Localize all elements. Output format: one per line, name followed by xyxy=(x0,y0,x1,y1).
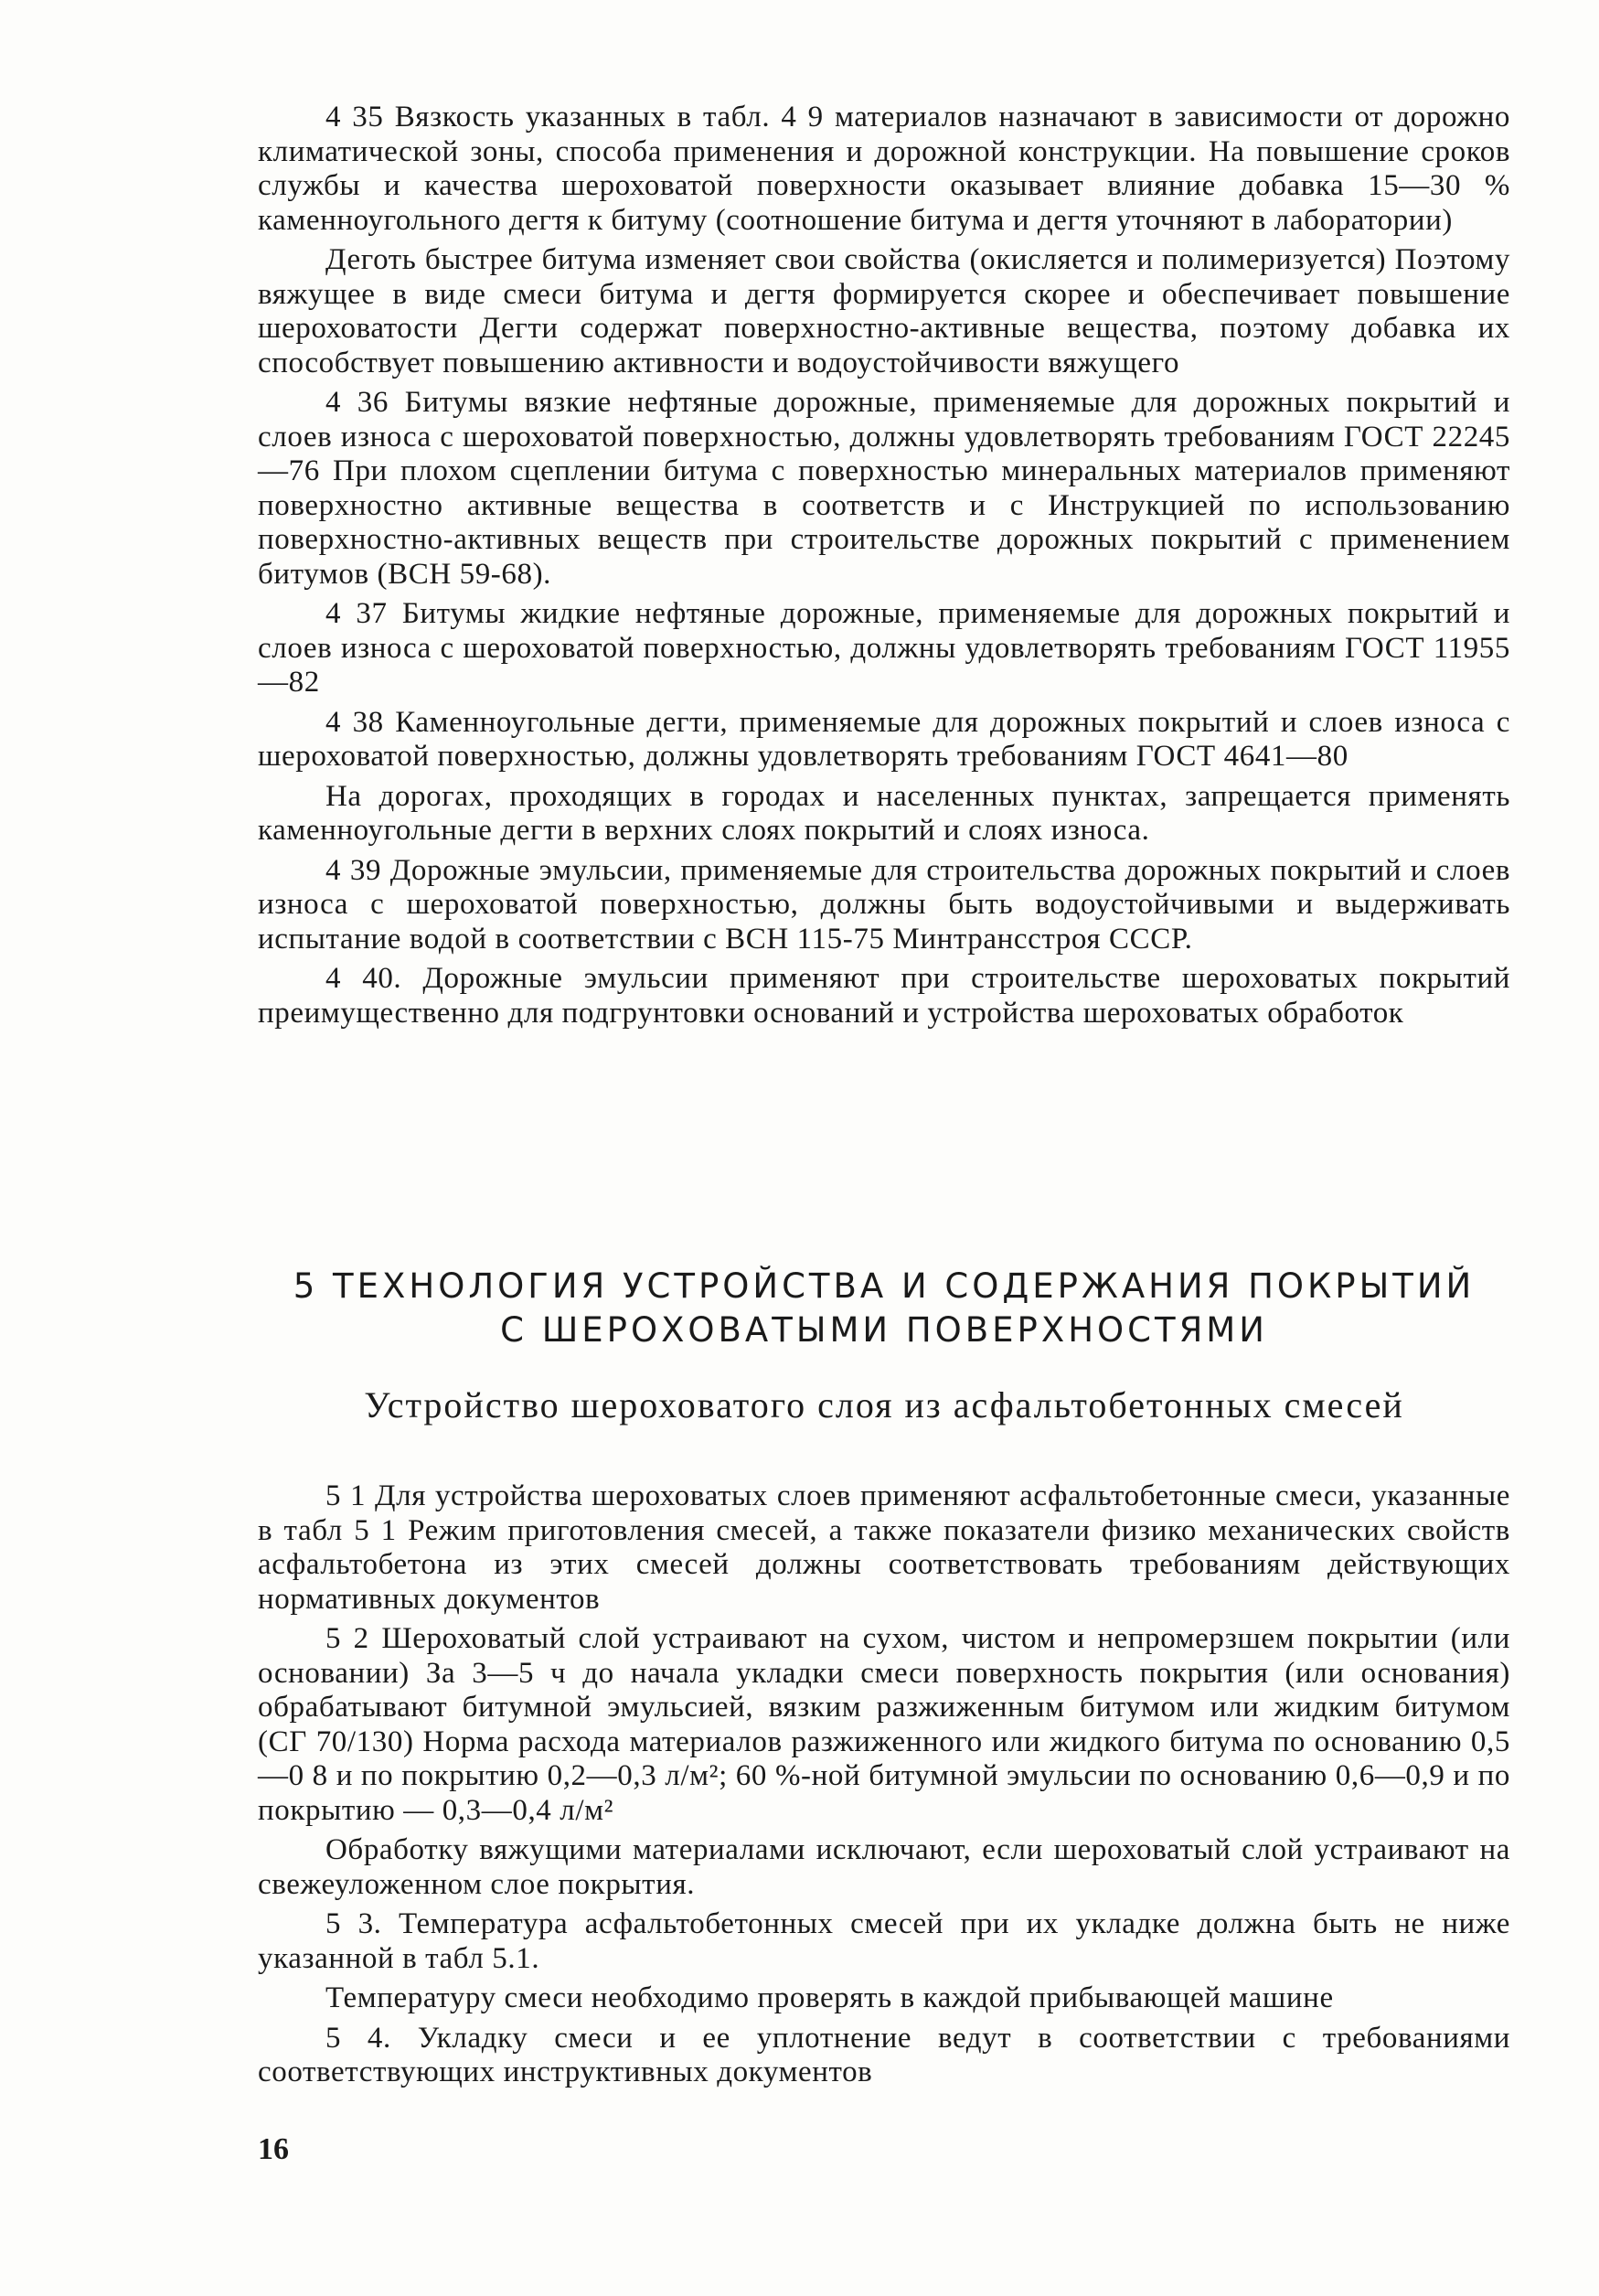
body-text-lower xyxy=(258,1479,1510,2096)
section-heading xyxy=(258,1265,1510,1352)
section-heading-line-1: 5 ТЕХНОЛОГИЯ УСТРОЙСТВА И СОДЕРЖАНИЯ ПОКРЫТИЙ xyxy=(293,1266,1476,1306)
section-heading-line-2: С ШЕРОХОВАТЫМИ ПОВЕРХНОСТЯМИ xyxy=(500,1310,1268,1350)
paragraph-4-40: 4 40. Дорожные эмульсии применяют при строительстве шероховатых покрытий преимущественно для подгрунтовки оснований и устройства шероховатых обработок xyxy=(258,962,1510,1030)
paragraph-4-35: 4 35 Вязкость указанных в табл. 4 9 материалов назначают в зависимости от дорожно климатической зоны, способа применения и дорожной конструкции. На повышение сроков службы и качества шероховатой поверхности оказывает влияние добавка 15—30 % каменноугольного дегтя к битуму (соотношение битума и дегтя уточняют в лаборатории) xyxy=(258,101,1510,237)
page-number: 16 xyxy=(258,2132,289,2166)
paragraph-4-37: 4 37 Битумы жидкие нефтяные дорожные, применяемые для дорожных покрытий и слоев износа с шероховатой поверхностью, должны удовлетворять требованиям ГОСТ 11955—82 xyxy=(258,597,1510,699)
paragraph-temperature-check: Температуру смеси необходимо проверять в каждой прибывающей машине xyxy=(325,1981,1334,2014)
paragraph-4-38: 4 38 Каменноугольные дегти, применяемые для дорожных покрытий и слоев износа с шероховатой поверхностью, должны удовлетворять требованиям ГОСТ 4641—80 xyxy=(258,705,1510,773)
paragraph-5-3: 5 3. Температура асфальтобетонных смесей при их укладке должна быть не ниже указанной в табл 5.1. xyxy=(258,1907,1510,1975)
paragraph-5-1: 5 1 Для устройства шероховатых слоев применяют асфальтобетонные смеси, указанные в табл 5 1 Режим приготовления смесей, а также показатели физико механических свойств асфальтобетона из этих смесей должны соответствовать требованиям действующих нормативных документов xyxy=(258,1479,1510,1616)
paragraph-tar-prohibition: На дорогах, проходящих в городах и населенных пунктах, запрещается применять каменноугольные дегти в верхних слоях покрытий и слоях износа. xyxy=(258,779,1510,847)
body-text-upper xyxy=(258,101,1510,1036)
paragraph-5-2: 5 2 Шероховатый слой устраивают на сухом, чистом и непромерзшем покрытии (или основании) За 3—5 ч до начала укладки смеси поверхность покрытия (или основания) обрабатывают битумной эмульсией, вязким разжиженным битумом или жидким битумом (СГ 70/130) Норма расхода материалов разжиженного или жидкого битума по основанию 0,5—0 8 и по покрытию 0,2—0,3 л/м²; 60 %-ной битумной эмульсии по основанию 0,6—0,9 и по покрытию — 0,3—0,4 л/м² xyxy=(258,1622,1510,1827)
paragraph-4-36: 4 36 Битумы вязкие нефтяные дорожные, применяемые для дорожных покрытий и слоев износа с шероховатой поверхностью, должны удовлетворять требованиям ГОСТ 22245—76 При плохом сцеплении битума с поверхностью минеральных материалов применяют поверхностно активные вещества в соответств и с Инструкцией по использованию поверхностно-активных веществ при строительстве дорожных покрытий с применением битумов (ВСН 59-68). xyxy=(258,386,1510,591)
paragraph-tar-properties: Деготь быстрее битума изменяет свои свойства (окисляется и полимеризуется) Поэтому вяжущее в виде смеси битума и дегтя формируется скорее и обеспечивает повышение шероховатости Дегти содержат поверхностно-активные вещества, поэтому добавка их способствует повышению активности и водоустойчивости вяжущего xyxy=(258,243,1510,379)
paragraph-5-4: 5 4. Укладку смеси и ее уплотнение ведут в соответствии с требованиями соответствующих инструктивных документов xyxy=(258,2021,1510,2088)
subsection-heading: Устройство шероховатого слоя из асфальтобетонных смесей xyxy=(364,1384,1404,1426)
paragraph-4-39: 4 39 Дорожные эмульсии, применяемые для строительства дорожных покрытий и слоев износа с шероховатой поверхностью, должны быть водоустойчивыми и выдерживать испытание водой в соответствии с ВСН 115-75 Минтрансстроя СССР. xyxy=(258,853,1510,956)
paragraph-binder-exclusion: Обработку вяжущими материалами исключают, если шероховатый слой устраивают на свежеуложенном слое покрытия. xyxy=(258,1833,1510,1901)
